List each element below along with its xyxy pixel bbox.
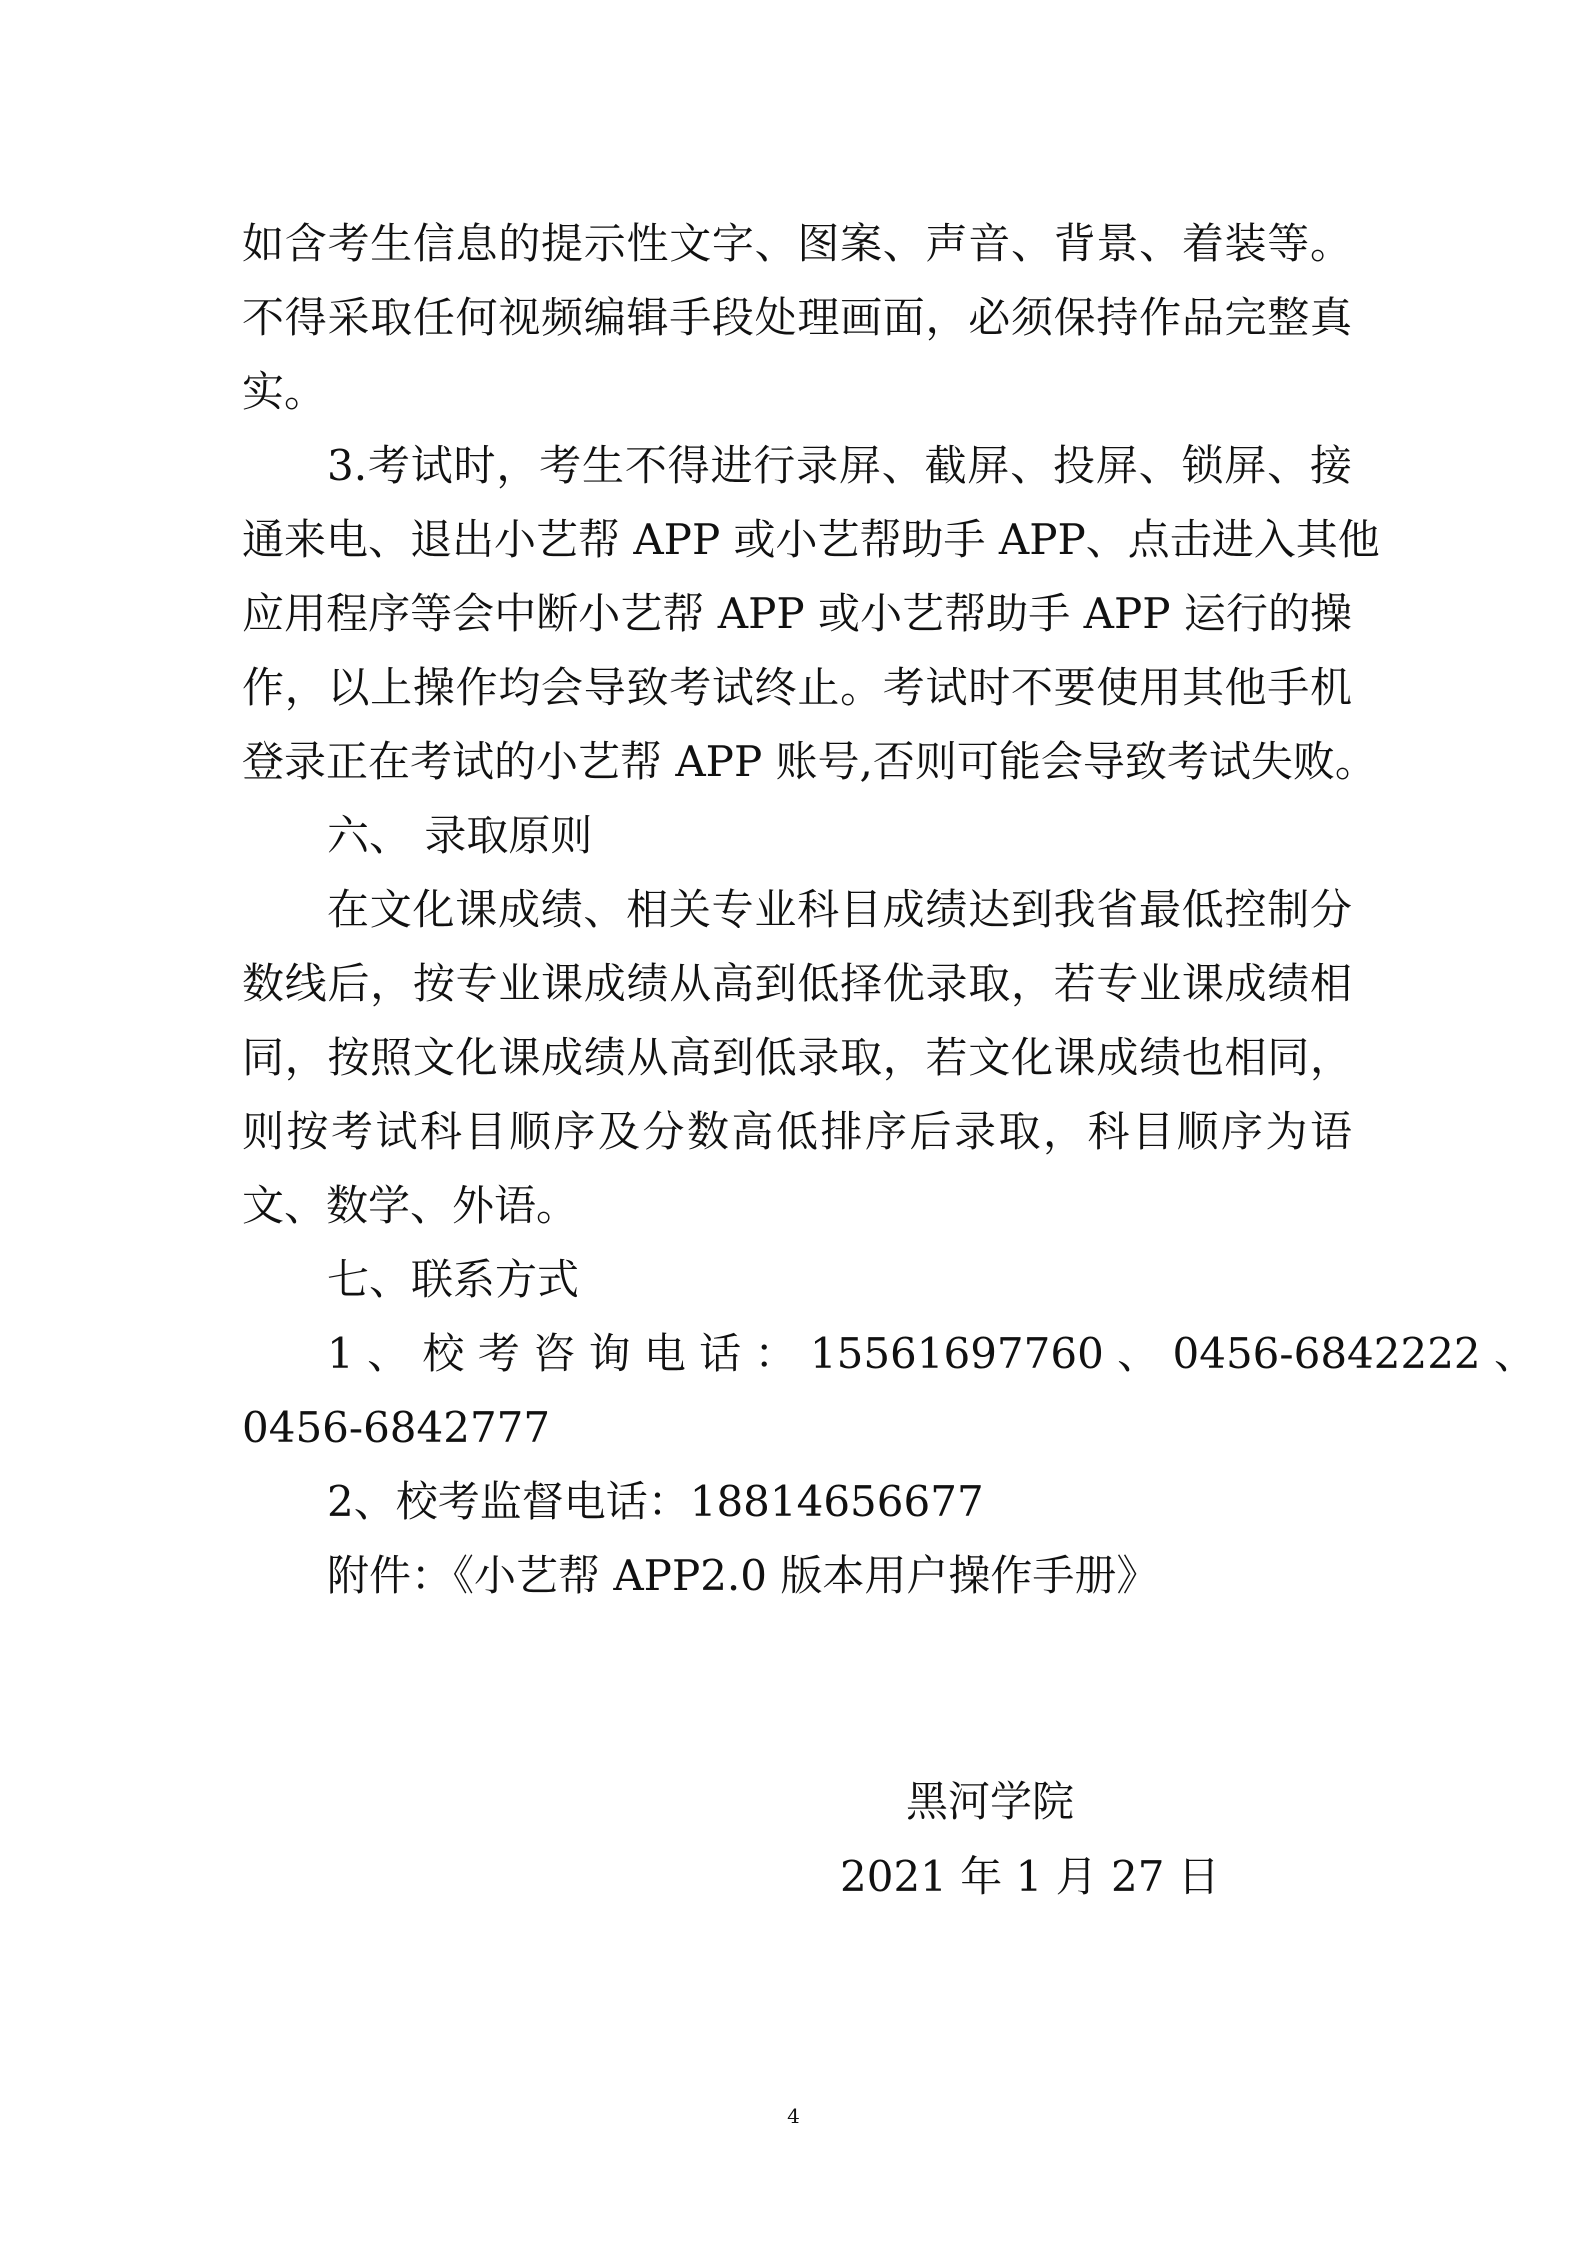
paragraph-line: 实。: [242, 367, 327, 416]
paragraph-line: 应用程序等会中断小艺帮 APP 或小艺帮助手 APP 运行的操: [242, 589, 1352, 638]
paragraph-line: 登录正在考试的小艺帮 APP 账号,否则可能会导致考试失败。: [242, 737, 1377, 786]
contact-line-consult: 1 、 校 考 咨 询 电 话 ： 15561697760 、 0456-6842222 、: [327, 1329, 1536, 1378]
paragraph-line: 同，按照文化课成绩从高到低录取，若文化课成绩也相同，: [242, 1033, 1352, 1082]
paragraph-line: 通来电、退出小艺帮 APP 或小艺帮助手 APP、点击进入其他: [242, 515, 1380, 564]
contact-line-supervise: 2、校考监督电话：18814656677: [327, 1477, 984, 1526]
contact-line-consult-cont: 0456-6842777: [242, 1403, 551, 1452]
signature-org: 黑河学院: [906, 1777, 1075, 1826]
paragraph-line: 作，以上操作均会导致考试终止。考试时不要使用其他手机: [242, 663, 1352, 712]
paragraph-line: 在文化课成绩、相关专业科目成绩达到我省最低控制分: [327, 885, 1352, 934]
section-heading-contact: 七、联系方式: [327, 1255, 580, 1304]
page-number: 4: [787, 2104, 800, 2128]
signature-date: 2021 年 1 月 27 日: [840, 1852, 1220, 1901]
paragraph-line: 则按考试科目顺序及分数高低排序后录取，科目顺序为语: [242, 1107, 1352, 1156]
attachment-line: 附件：《小艺帮 APP2.0 版本用户操作手册》: [327, 1551, 1159, 1600]
paragraph-line: 不得采取任何视频编辑手段处理画面，必须保持作品完整真: [242, 293, 1352, 342]
paragraph-line: 文、数学、外语。: [242, 1181, 579, 1230]
paragraph-line: 3.考试时，考生不得进行录屏、截屏、投屏、锁屏、接: [327, 441, 1352, 490]
section-heading-admission: 六、 录取原则: [327, 811, 593, 860]
paragraph-line: 数线后，按专业课成绩从高到低择优录取，若专业课成绩相: [242, 959, 1352, 1008]
paragraph-line: 如含考生信息的提示性文字、图案、声音、背景、着装等。: [242, 219, 1352, 268]
